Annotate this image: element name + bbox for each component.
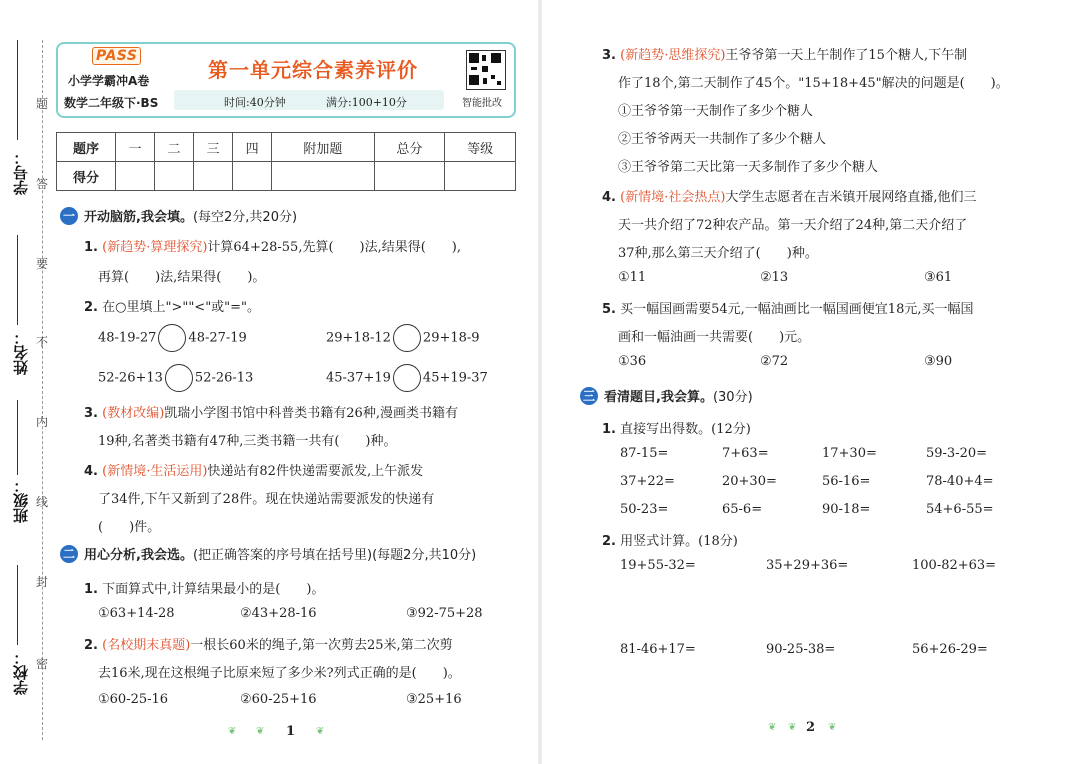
name-label: 姓名： xyxy=(12,330,30,375)
option[interactable]: ①王爷爷第一天制作了多少个糖人 xyxy=(618,104,814,119)
score-col: 一 xyxy=(116,133,155,162)
score-cell[interactable] xyxy=(445,162,516,191)
option[interactable]: ②60-25+16 xyxy=(240,692,317,707)
exam-header xyxy=(56,42,516,118)
option[interactable]: ③90 xyxy=(924,354,953,369)
question-3-1: 1. 直接写出得数。(12分) xyxy=(602,422,751,437)
seal-char: 内 xyxy=(36,415,49,429)
compare-item: 48-19-27 48-27-19 xyxy=(98,324,247,352)
question-3-2: 2. 用竖式计算。(18分) xyxy=(602,534,738,549)
oral-calc-item[interactable]: 17+30= xyxy=(822,446,877,461)
compare-item: 29+18-12 29+18-9 xyxy=(326,324,480,352)
section-title: 用心分析,我会选。 xyxy=(84,548,193,563)
score-cell[interactable] xyxy=(155,162,194,191)
name-line xyxy=(17,235,18,325)
compare-item: 45-37+19 45+19-37 xyxy=(326,364,488,392)
qr-code-icon[interactable] xyxy=(466,50,506,90)
sprout-icon: ❦ xyxy=(828,722,837,733)
section-badge: 一 xyxy=(60,207,78,225)
score-row-label: 得分 xyxy=(57,162,116,191)
score-cell[interactable] xyxy=(374,162,445,191)
question-2-1: 1. 下面算式中,计算结果最小的是( )。 xyxy=(84,582,325,597)
oral-calc-item[interactable]: 50-23= xyxy=(620,502,669,517)
sprout-icon: ❦ xyxy=(256,726,265,737)
score-table-score-row xyxy=(57,162,516,191)
section-note: (30分) xyxy=(712,390,753,405)
score-cell[interactable] xyxy=(272,162,374,191)
compare-circle[interactable] xyxy=(393,324,421,352)
section-note: (每空2分,共20分) xyxy=(192,210,298,225)
seal-char: 要 xyxy=(36,257,49,271)
question-tag: (新趋势·思维探究) xyxy=(620,48,726,63)
question-1-3-cont: 19种,名著类书籍有47种,三类书籍一共有( )种。 xyxy=(98,434,397,449)
score-col: 三 xyxy=(194,133,233,162)
school-label: 学校： xyxy=(12,650,30,695)
seal-char: 答 xyxy=(36,177,49,191)
student-id-label: 学号： xyxy=(12,150,30,195)
compare-item: 52-26+13 52-26-13 xyxy=(98,364,253,392)
binding-dashed-line xyxy=(42,40,43,740)
score-col: 二 xyxy=(155,133,194,162)
sprout-icon: ❦ xyxy=(228,726,237,737)
question-tag: (新情境·生活运用) xyxy=(102,464,208,479)
sprout-icon: ❦ xyxy=(788,722,797,733)
option[interactable]: ②王爷爷两天一共制作了多少个糖人 xyxy=(618,132,827,147)
option[interactable]: ②13 xyxy=(760,270,789,285)
question-2-4-cont: 天一共介绍了72种农产品。第一天介绍了24种,第二天介绍了 xyxy=(618,218,968,233)
compare-circle[interactable] xyxy=(393,364,421,392)
seal-char: 题 xyxy=(36,97,49,111)
page-title: 第一单元综合素养评价 xyxy=(208,58,418,82)
oral-calc-item[interactable]: 59-3-20= xyxy=(926,446,988,461)
question-2-2: 2. (名校期末真题)一根长60米的绳子,第一次剪去25米,第二次剪 xyxy=(84,638,453,653)
question-1-2: 2. 在○里填上">""<"或"="。 xyxy=(84,300,261,315)
option[interactable]: ②43+28-16 xyxy=(240,606,317,621)
oral-calc-item[interactable]: 78-40+4= xyxy=(926,474,994,489)
vertical-calc-item[interactable]: 56+26-29= xyxy=(912,642,988,657)
score-cell[interactable] xyxy=(116,162,155,191)
vertical-calc-item[interactable]: 100-82+63= xyxy=(912,558,997,573)
oral-calc-item[interactable]: 90-18= xyxy=(822,502,871,517)
book-name: 小学学霸冲A卷 xyxy=(68,74,150,88)
oral-calc-item[interactable]: 87-15= xyxy=(620,446,669,461)
score-col: 四 xyxy=(233,133,272,162)
oral-calc-item[interactable]: 7+63= xyxy=(722,446,769,461)
seal-char: 线 xyxy=(36,495,49,509)
vertical-calc-item[interactable]: 81-46+17= xyxy=(620,642,696,657)
full-score: 满分:100+10分 xyxy=(326,96,407,109)
class-line xyxy=(17,400,18,475)
score-table xyxy=(56,132,516,191)
score-col: 等级 xyxy=(445,133,516,162)
page-number: 1 xyxy=(286,724,296,739)
section-badge: 三 xyxy=(580,387,598,405)
question-1-4-cont: ( )件。 xyxy=(98,520,161,535)
section-title: 开动脑筋,我会填。 xyxy=(84,210,193,225)
option[interactable]: ③王爷爷第二天比第一天多制作了多少个糖人 xyxy=(618,160,879,175)
option[interactable]: ①36 xyxy=(618,354,647,369)
option[interactable]: ③25+16 xyxy=(406,692,462,707)
question-1-3: 3. (教材改编)凯瑞小学图书馆中科普类书籍有26种,漫画类书籍有 xyxy=(84,406,458,421)
pass-logo: PASS xyxy=(92,47,141,65)
question-1-1-cont: 再算( )法,结果得( )。 xyxy=(98,270,266,285)
section-note: (把正确答案的序号填在括号里)(每题2分,共10分) xyxy=(192,548,477,563)
question-2-2-cont: 去16米,现在这根绳子比原来短了多少米?列式正确的是( )。 xyxy=(98,666,461,681)
student-id-line xyxy=(17,40,18,140)
section-1-header xyxy=(60,206,297,225)
score-col: 总分 xyxy=(374,133,445,162)
option[interactable]: ②72 xyxy=(760,354,789,369)
question-tag: (名校期末真题) xyxy=(102,638,191,653)
section-3-header xyxy=(580,386,753,405)
score-table-header-row xyxy=(57,133,516,162)
option[interactable]: ①60-25-16 xyxy=(98,692,169,707)
option[interactable]: ①11 xyxy=(618,270,647,285)
question-1-4-cont: 了34件,下午又新到了28件。现在快递站需要派发的快递有 xyxy=(98,492,435,507)
vertical-calc-item[interactable]: 90-25-38= xyxy=(766,642,836,657)
score-col-label: 题序 xyxy=(57,133,116,162)
page-right xyxy=(540,0,1080,764)
question-1-1: 1. (新趋势·算理探究)计算64+28-55,先算( )法,结果得( ), xyxy=(84,240,462,255)
school-line xyxy=(17,565,18,645)
score-cell[interactable] xyxy=(233,162,272,191)
seal-char: 密 xyxy=(36,657,49,671)
vertical-calc-item[interactable]: 35+29+36= xyxy=(766,558,849,573)
oral-calc-item[interactable]: 20+30= xyxy=(722,474,777,489)
vertical-calc-item[interactable]: 19+55-32= xyxy=(620,558,696,573)
score-col: 附加题 xyxy=(272,133,374,162)
section-title: 看清题目,我会算。 xyxy=(604,390,713,405)
oral-calc-item[interactable]: 54+6-55= xyxy=(926,502,994,517)
sprout-icon: ❦ xyxy=(316,726,325,737)
grade-label: 数学二年级下·BS xyxy=(64,96,159,110)
oral-calc-item[interactable]: 37+22= xyxy=(620,474,675,489)
section-2-header xyxy=(60,544,476,563)
option[interactable]: ①63+14-28 xyxy=(98,606,175,621)
oral-calc-item[interactable]: 65-6= xyxy=(722,502,763,517)
compare-circle[interactable] xyxy=(165,364,193,392)
section-badge: 二 xyxy=(60,545,78,563)
seal-char: 封 xyxy=(36,575,49,589)
question-2-4: 4. (新情境·社会热点)大学生志愿者在吉米镇开展网络直播,他们三 xyxy=(602,190,977,205)
question-2-3-cont: 作了18个,第二天制作了45个。"15+18+45"解决的问题是( )。 xyxy=(618,76,1009,91)
option[interactable]: ③92-75+28 xyxy=(406,606,483,621)
sprout-icon: ❦ xyxy=(768,722,777,733)
score-cell[interactable] xyxy=(194,162,233,191)
seal-char: 不 xyxy=(36,335,49,349)
qr-label: 智能批改 xyxy=(462,98,502,109)
question-tag: (教材改编) xyxy=(102,406,165,421)
question-1-4: 4. (新情境·生活运用)快递站有82件快递需要派发,上午派发 xyxy=(84,464,424,479)
time-limit: 时间:40分钟 xyxy=(224,96,286,109)
question-2-5: 5. 买一幅国画需要54元,一幅油画比一幅国画便宜18元,买一幅国 xyxy=(602,302,974,317)
compare-circle[interactable] xyxy=(158,324,186,352)
question-tag: (新情境·社会热点) xyxy=(620,190,726,205)
question-2-4-cont: 37种,那么第三天介绍了( )种。 xyxy=(618,246,818,261)
class-label: 班级： xyxy=(12,478,30,523)
question-2-5-cont: 画和一幅油画一共需要( )元。 xyxy=(618,330,811,345)
question-tag: (新趋势·算理探究) xyxy=(102,240,208,255)
oral-calc-item[interactable]: 56-16= xyxy=(822,474,871,489)
option[interactable]: ③61 xyxy=(924,270,953,285)
question-2-3: 3. (新趋势·思维探究)王爷爷第一天上午制作了15个糖人,下午制 xyxy=(602,48,968,63)
page-number: 2 xyxy=(806,720,816,735)
